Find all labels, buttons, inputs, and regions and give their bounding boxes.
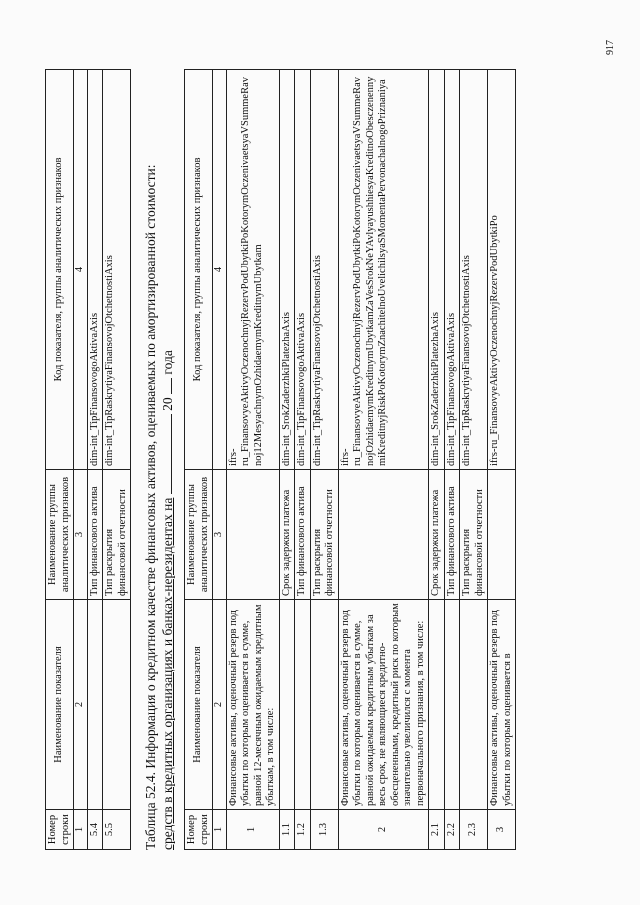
group-name: Тип финансового актива — [87, 470, 103, 600]
indicator-name — [279, 600, 295, 810]
year-blank-line — [159, 378, 172, 394]
indicator-name — [295, 600, 311, 810]
header-row-number: Номер строки — [46, 810, 74, 850]
table-row — [444, 70, 460, 850]
table-title — [143, 70, 176, 850]
header-indicator-name: Наименование показателя — [46, 600, 74, 810]
indicator-code: ifrs-ru_FinansovyeAktivyOczenochnyjRezervPodUbytkiPoKotorymOczenivaetsyaVSummeRavnojOzhidaemymKreditnymUbytkamZaVesSrokNeYAvlyayushhiesyaKreditnoObesczenennymiKreditnyjRiskPoKotorymZnachitelnoUvelichilsyaSMomentaPervonachalnogoPriznaniya — [338, 70, 429, 470]
column-index: 3 — [74, 470, 88, 600]
group-name — [338, 470, 429, 600]
indicator-name — [310, 600, 338, 810]
column-index-row — [213, 70, 227, 850]
indicator-code: dim-int_SrokZaderzhkiPlatezhaAxis — [429, 70, 445, 470]
row-number: 2.2 — [444, 810, 460, 850]
row-number: 5.5 — [103, 810, 131, 850]
column-index: 3 — [213, 470, 227, 600]
header-group-name: Наименование группы аналитических признаков — [185, 470, 213, 600]
row-number: 2.3 — [460, 810, 488, 850]
row-number: 3 — [488, 810, 516, 850]
header-code: Код показателя, группы аналитических признаков — [46, 70, 74, 470]
table-row — [338, 70, 429, 850]
group-name: Срок задержки платежа — [429, 470, 445, 600]
group-name: Тип раскрытия финансовой отчетности — [310, 470, 338, 600]
title-year: 20 — [160, 397, 175, 411]
group-name: Тип финансового актива — [444, 470, 460, 600]
table-title-line2 — [159, 70, 176, 850]
row-number: 1 — [226, 810, 279, 850]
title-subject: средств в кредитных организациях и банках-нерезидентах на — [160, 497, 175, 850]
indicator-name — [444, 600, 460, 810]
table-header-row — [46, 70, 74, 850]
indicator-code: dim-int_TipRaskrytiyaFinansovojOtchetnostiAxis — [460, 70, 488, 470]
continuation-table — [45, 69, 131, 850]
header-group-name: Наименование группы аналитических признаков — [46, 470, 74, 600]
row-number: 1.3 — [310, 810, 338, 850]
row-number: 1.2 — [295, 810, 311, 850]
indicator-code: dim-int_TipFinansovogoAktivaAxis — [295, 70, 311, 470]
column-index: 4 — [213, 70, 227, 470]
indicator-name: Финансовые активы, оценочный резерв под убытки по которым оценивается в сумме, равной 12-месячным ожидаемым кредитным убыткам, в том числе: — [226, 600, 279, 810]
row-number: 5.4 — [87, 810, 103, 850]
table-title-line1: Таблица 52.4. Информация о кредитном качестве финансовых активов, оцениваемых по амортизированной стоимости: — [143, 164, 158, 850]
table-row — [279, 70, 295, 850]
group-name — [488, 470, 516, 600]
indicator-code: dim-int_TipFinansovogoAktivaAxis — [87, 70, 103, 470]
title-year-word: года — [160, 350, 175, 375]
indicator-code: ifrs-ru_FinansovyeAktivyOczenochnyjRezervPodUbytkiPoKotorymOczenivaetsyaVSummeRavnoj12MesyachnymOzhidaemymKreditnymUbytkam — [226, 70, 279, 470]
credit-quality-table — [184, 69, 516, 850]
indicator-name — [87, 600, 103, 810]
table-header-row — [185, 70, 213, 850]
group-name: Срок задержки платежа — [279, 470, 295, 600]
row-number: 1.1 — [279, 810, 295, 850]
table-row — [310, 70, 338, 850]
table-row — [429, 70, 445, 850]
row-number: 2 — [338, 810, 429, 850]
table-row — [226, 70, 279, 850]
indicator-code: dim-int_TipRaskrytiyaFinansovojOtchetnostiAxis — [310, 70, 338, 470]
column-index: 1 — [213, 810, 227, 850]
indicator-code: dim-int_TipRaskrytiyaFinansovojOtchetnostiAxis — [103, 70, 131, 470]
table-row — [460, 70, 488, 850]
table-row — [103, 70, 131, 850]
group-name: Тип раскрытия финансовой отчетности — [460, 470, 488, 600]
indicator-name — [460, 600, 488, 810]
column-index: 4 — [74, 70, 88, 470]
group-name — [226, 470, 279, 600]
indicator-name — [429, 600, 445, 810]
date-blank-line — [159, 414, 172, 494]
indicator-code: ifrs-ru_FinansovyeAktivyOczenochnyjRezervPodUbytkiPo — [488, 70, 516, 470]
table-row — [295, 70, 311, 850]
column-index-row — [74, 70, 88, 850]
column-index: 1 — [74, 810, 88, 850]
group-name: Тип финансового актива — [295, 470, 311, 600]
indicator-name — [103, 600, 131, 810]
group-name: Тип раскрытия финансовой отчетности — [103, 470, 131, 600]
indicator-name: Финансовые активы, оценочный резерв под убытки по которым оценивается в сумме, равной ожидаемым кредитным убыткам за весь срок, не являющиеся кредитно-обесцененными, кредитный риск по которым значительно увеличился с момента первоначального признания, в том числе: — [338, 600, 429, 810]
header-indicator-name: Наименование показателя — [185, 600, 213, 810]
indicator-code: dim-int_TipFinansovogoAktivaAxis — [444, 70, 460, 470]
page-number: 917 — [605, 40, 616, 55]
column-index: 2 — [74, 600, 88, 810]
indicator-code: dim-int_SrokZaderzhkiPlatezhaAxis — [279, 70, 295, 470]
indicator-name: Финансовые активы, оценочный резерв под убытки по которым оценивается в — [488, 600, 516, 810]
column-index: 2 — [213, 600, 227, 810]
table-row — [87, 70, 103, 850]
sheet-content — [45, 70, 516, 850]
header-code: Код показателя, группы аналитических признаков — [185, 70, 213, 470]
row-number: 2.1 — [429, 810, 445, 850]
header-row-number: Номер строки — [185, 810, 213, 850]
table-row — [488, 70, 516, 850]
